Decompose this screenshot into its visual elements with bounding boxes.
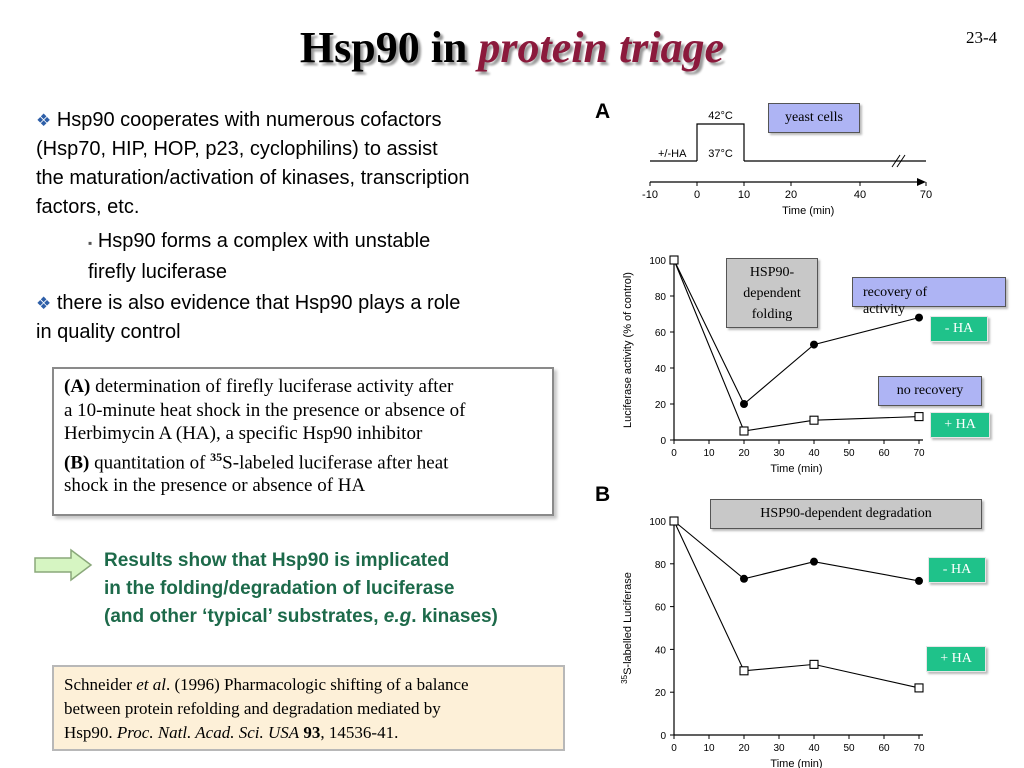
reference-box [52,665,565,751]
timeline-arrowhead [917,178,926,186]
bullet-1-line-1: Hsp90 cooperates with numerous cofactors [56,109,442,131]
right-arrow-icon [33,548,95,582]
recovery-line-2: activity [863,302,905,317]
y-axis-title-text: S-labelled Luciferase [622,572,634,675]
diamond-bullet-icon: ❖ [36,294,52,313]
results-line-2: in the folding/degradation of luciferase [104,578,455,599]
data-point-open [915,684,923,692]
minus-ha-label-a: - HA [930,316,988,342]
series-line-filled [674,521,919,581]
data-point-filled [740,400,748,408]
x-tick-label: 10 [703,448,715,459]
desc-b-line-2: shock in the presence or absence of HA [64,475,366,497]
timeline-tick-label: 20 [784,189,798,201]
y-tick-label: 20 [654,688,666,700]
series-line-open [674,521,919,688]
desc-b-text-post: S-labeled luciferase after heat [222,451,449,473]
bullet-1-line-4: factors, etc. [36,196,140,218]
results-line-1: Results show that Hsp90 is implicated [104,550,450,571]
folding-line-2: dependent [743,286,801,301]
y-tick-label: 80 [654,292,666,303]
x-tick-label: 70 [913,743,925,754]
data-point-filled [810,558,818,566]
results-line-3-em: e.g [383,606,412,627]
x-tick-label: 40 [808,448,820,459]
data-point-filled [915,577,923,585]
y-tick-label: 40 [654,645,666,657]
x-tick-label: 20 [738,448,750,459]
x-tick-label: 0 [671,448,677,459]
x-tick-label: 40 [808,743,820,754]
panel-b-letter: B [595,483,611,506]
x-tick-label: 0 [671,743,677,754]
diamond-bullet-icon: ❖ [36,111,52,130]
recovery-label [852,277,1006,317]
panel-a-label: (A) [64,376,91,397]
bullet-1 [36,106,470,222]
data-point-open [670,517,678,525]
x-tick-label: 30 [773,448,785,459]
timeline-tick-label: 40 [853,189,867,201]
square-bullet-icon: ▪ [88,236,93,250]
panel-a-letter: A [595,100,611,123]
timeline-tick-label: -10 [642,189,658,201]
x-tick-label: 60 [878,448,890,459]
plus-ha-label-a: + HA [930,412,990,438]
recovery-line-1: recovery of [863,285,928,300]
no-recovery-label: no recovery [878,376,982,406]
sub-bullet-line-2: firefly luciferase [88,261,227,283]
x-axis-title: Time (min) [770,758,823,768]
chart-b [615,505,935,768]
temp-high-label: 42°C [708,110,733,122]
data-point-filled [740,575,748,583]
bullet-1-line-3: the maturation/activation of kinases, transcription [36,167,470,189]
timeline-tick-label: 70 [919,189,933,201]
ref-line-1: . (1996) Pharmacologic shifting of a balance [165,675,469,694]
title-text: Hsp90 in [299,23,479,72]
y-tick-label: 100 [649,517,666,528]
results-line-3-pre: (and other ‘typical’ substrates, [104,606,384,627]
y-tick-label: 0 [660,436,666,447]
x-tick-label: 20 [738,743,750,754]
y-axis-title-superscript: 35 [620,674,629,684]
y-tick-label: 20 [654,400,666,411]
figure-description-box [52,367,554,516]
desc-a-line-2: a 10-minute heat shock in the presence or absence of [64,399,466,421]
y-tick-label: 60 [654,328,666,339]
data-point-open [915,413,923,421]
data-point-open [740,667,748,675]
y-axis-title [620,572,634,684]
sub-bullet [88,227,430,287]
x-tick-label: 30 [773,743,785,754]
bullet-2 [36,289,460,347]
timeline-treatment-label: +/-HA [658,148,687,160]
bullet-1-line-2: (Hsp70, HIP, HOP, p23, cyclophilins) to assist [36,138,438,160]
yeast-cells-label: yeast cells [768,103,860,133]
bullet-2-line-2: in quality control [36,321,181,343]
x-axis-title: Time (min) [770,463,823,475]
x-tick-label: 10 [703,743,715,754]
desc-a-line-1: determination of firefly luciferase activity after [90,376,454,397]
desc-b-text-pre: quantitation of [89,451,211,473]
minus-ha-label-b: - HA [928,557,986,583]
title-emphasis: protein triage [478,23,725,72]
y-tick-label: 100 [649,256,666,267]
y-tick-label: 0 [660,731,666,742]
results-summary [104,547,498,631]
desc-a-line-3: Herbimycin A (HA), a specific Hsp90 inhibitor [64,423,423,444]
plus-ha-label-b: + HA [926,646,986,672]
x-tick-label: 60 [878,743,890,754]
ref-line-2: between protein refolding and degradation mediated by [64,699,441,718]
results-line-3-post: . kinases) [411,606,498,627]
x-tick-label: 70 [913,448,925,459]
desc-b-superscript: 35 [210,449,223,464]
y-tick-label: 80 [654,559,666,571]
data-point-open [740,427,748,435]
folding-line-1: HSP90- [749,265,795,280]
timeline-tick-label: 0 [693,189,701,201]
hsp90-folding-label [726,258,818,328]
x-tick-label: 50 [843,448,855,459]
temp-low-label: 37°C [708,148,733,160]
slide-number: 23-4 [966,28,998,47]
ref-pages: , 14536-41. [320,723,399,742]
panel-b-label: (B) [64,451,90,473]
y-axis-title: Luciferase activity (% of control) [622,272,634,428]
ref-line-3: Hsp90. [64,723,117,742]
ref-volume: 93 [299,723,321,742]
y-tick-label: 60 [654,602,666,614]
timeline-tick-label: 10 [737,189,751,201]
y-tick-label: 40 [654,364,666,375]
ref-journal: Proc. Natl. Acad. Sci. USA [116,723,300,742]
ref-authors: Schneider [64,675,137,694]
bullet-2-line-1: there is also evidence that Hsp90 plays a role [56,292,461,314]
data-point-open [810,660,818,668]
data-point-open [670,256,678,264]
ref-etal: et al [136,675,166,694]
hsp90-degradation-label: HSP90-dependent degradation [710,499,982,529]
slide-title [0,22,1024,73]
x-tick-label: 50 [843,743,855,754]
data-point-open [810,416,818,424]
sub-bullet-line-1: Hsp90 forms a complex with unstable [97,230,431,252]
data-point-filled [810,341,818,349]
timeline-x-title: Time (min) [782,205,835,217]
folding-line-3: folding [751,307,793,322]
